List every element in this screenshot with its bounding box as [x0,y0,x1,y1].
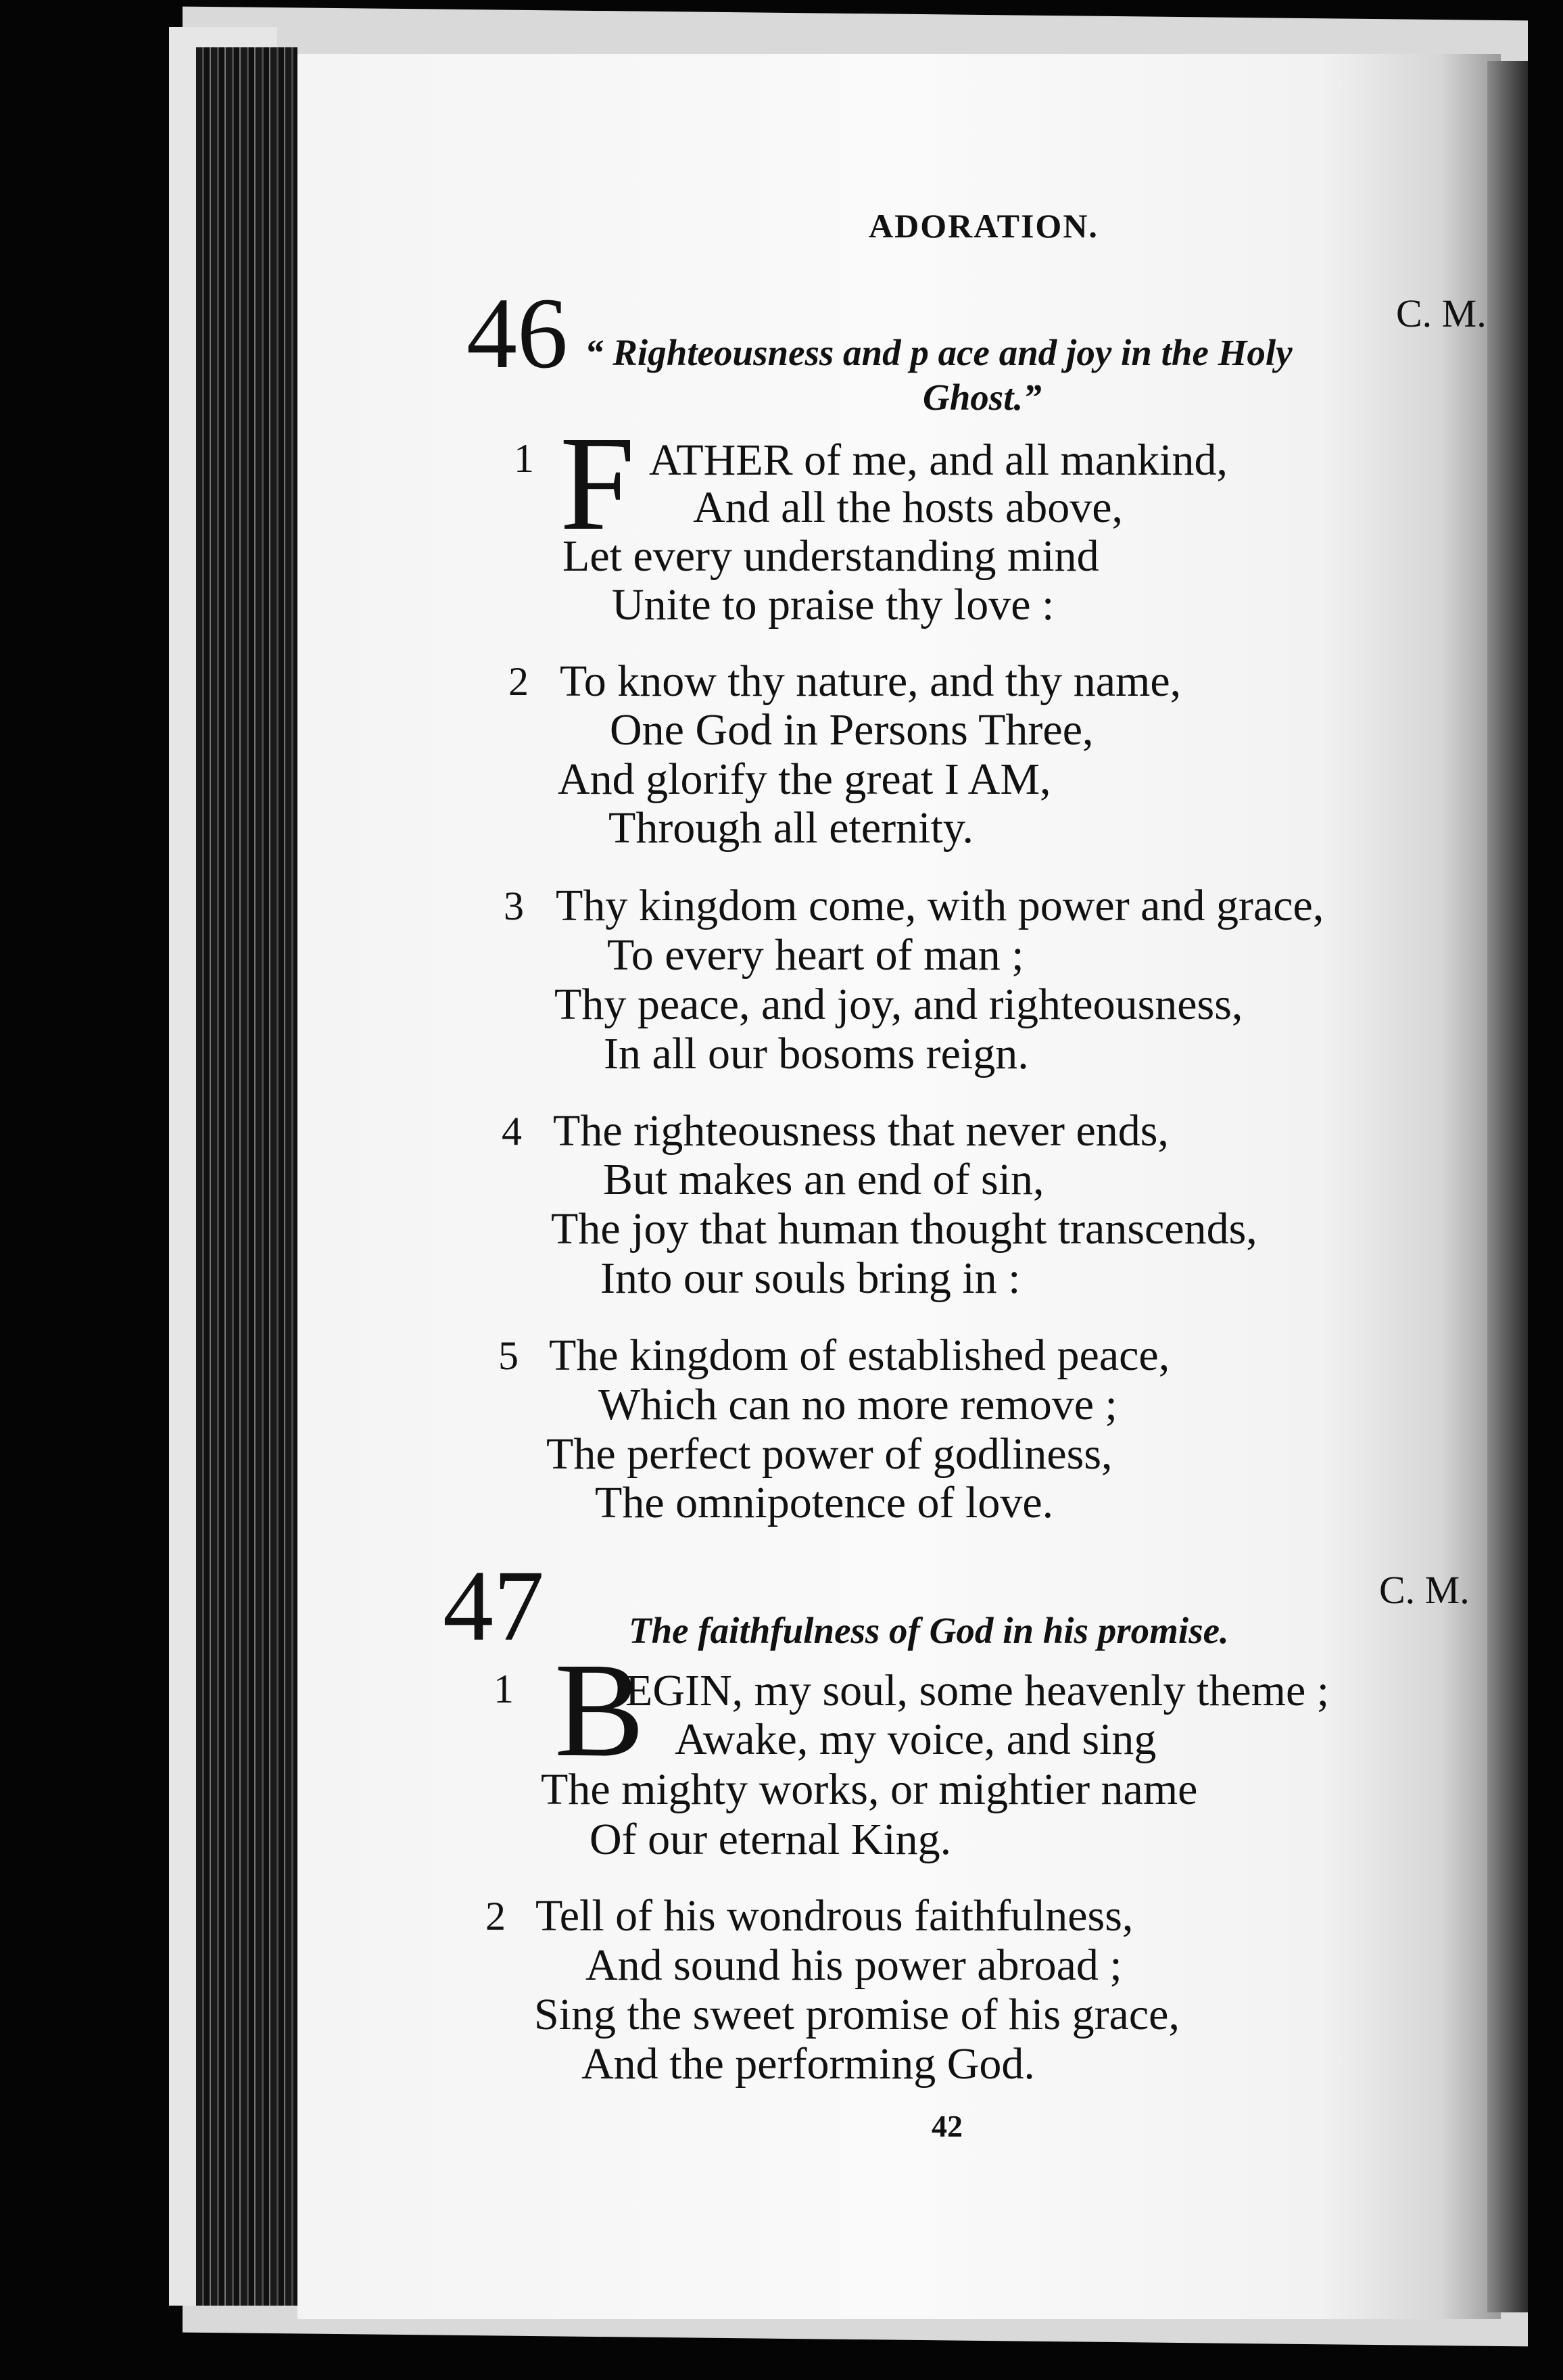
verse-number: 1 [514,436,534,481]
hymn-meter: C. M. [1379,1568,1470,1612]
verse-line: The righteousness that never ends, [553,1106,1169,1156]
verse-line: Tell of his wondrous faithfulness, [535,1891,1134,1941]
verse-line: The kingdom of established peace, [549,1331,1170,1380]
verse-line: Sing the sweet promise of his grace, [534,1990,1180,2039]
verse-number: 2 [485,1894,506,1938]
verse-line: Let every understanding mind [562,531,1099,581]
verse-line: Unite to praise thy love : [612,580,1055,629]
verse-number: 1 [494,1667,514,1711]
hymn-number: 46 [466,277,568,389]
hymn-title-continued: Ghost.” [923,377,1042,418]
verse-number: 4 [502,1109,522,1153]
verse-line: Which can no more remove ; [598,1380,1117,1429]
verse-line: One God in Persons Three, [610,705,1094,755]
page-header: ADORATION. [869,207,1099,245]
verse-line: To every heart of man ; [607,930,1024,980]
verse-line: ATHER of me, and all mankind, [649,435,1228,485]
verse-number: 2 [508,659,529,704]
hymn-title: The faithfulness of God in his promise. [629,1610,1229,1651]
verse-line: And all the hosts above, [693,483,1124,532]
verse-number: 5 [498,1333,519,1378]
verse-line: Thy kingdom come, with power and grace, [556,881,1324,930]
verse-line: But makes an end of sin, [603,1155,1044,1204]
hymn-meter: C. M. [1396,291,1487,335]
verse-number: 3 [504,884,524,928]
book-spine [196,47,297,2306]
verse-line: Of our eternal King. [590,1815,952,1864]
verse-line: To know thy nature, and thy name, [560,657,1182,706]
hymn-number: 47 [443,1550,544,1662]
verse-line: Into our souls bring in : [600,1254,1021,1303]
verse-line: And sound his power abroad ; [585,1941,1122,1990]
verse-line: Awake, my voice, and sing [675,1715,1157,1764]
drop-cap: B [554,1636,645,1785]
verse-line: The omnipotence of love. [595,1478,1054,1527]
verse-line: The joy that human thought transcends, [551,1204,1257,1254]
verse-line: In all our bosoms reign. [604,1029,1029,1078]
verse-line: And the performing God. [581,2039,1035,2089]
verse-line: And glorify the great I AM, [558,755,1051,804]
verse-line: EGIN, my soul, some heavenly theme ; [625,1666,1330,1715]
page-number: 42 [932,2109,963,2143]
verse-line: The mighty works, or mightier name [541,1765,1198,1814]
verse-line: Through all eternity. [608,803,974,853]
page-curl-shadow [1487,61,1528,2312]
verse-line: The perfect power of godliness, [546,1429,1113,1479]
verse-line: Thy peace, and joy, and righteousness, [554,980,1243,1029]
drop-cap: F [560,409,635,558]
hymn-title: “ Righteousness and p ace and joy in the Holy [585,332,1293,373]
